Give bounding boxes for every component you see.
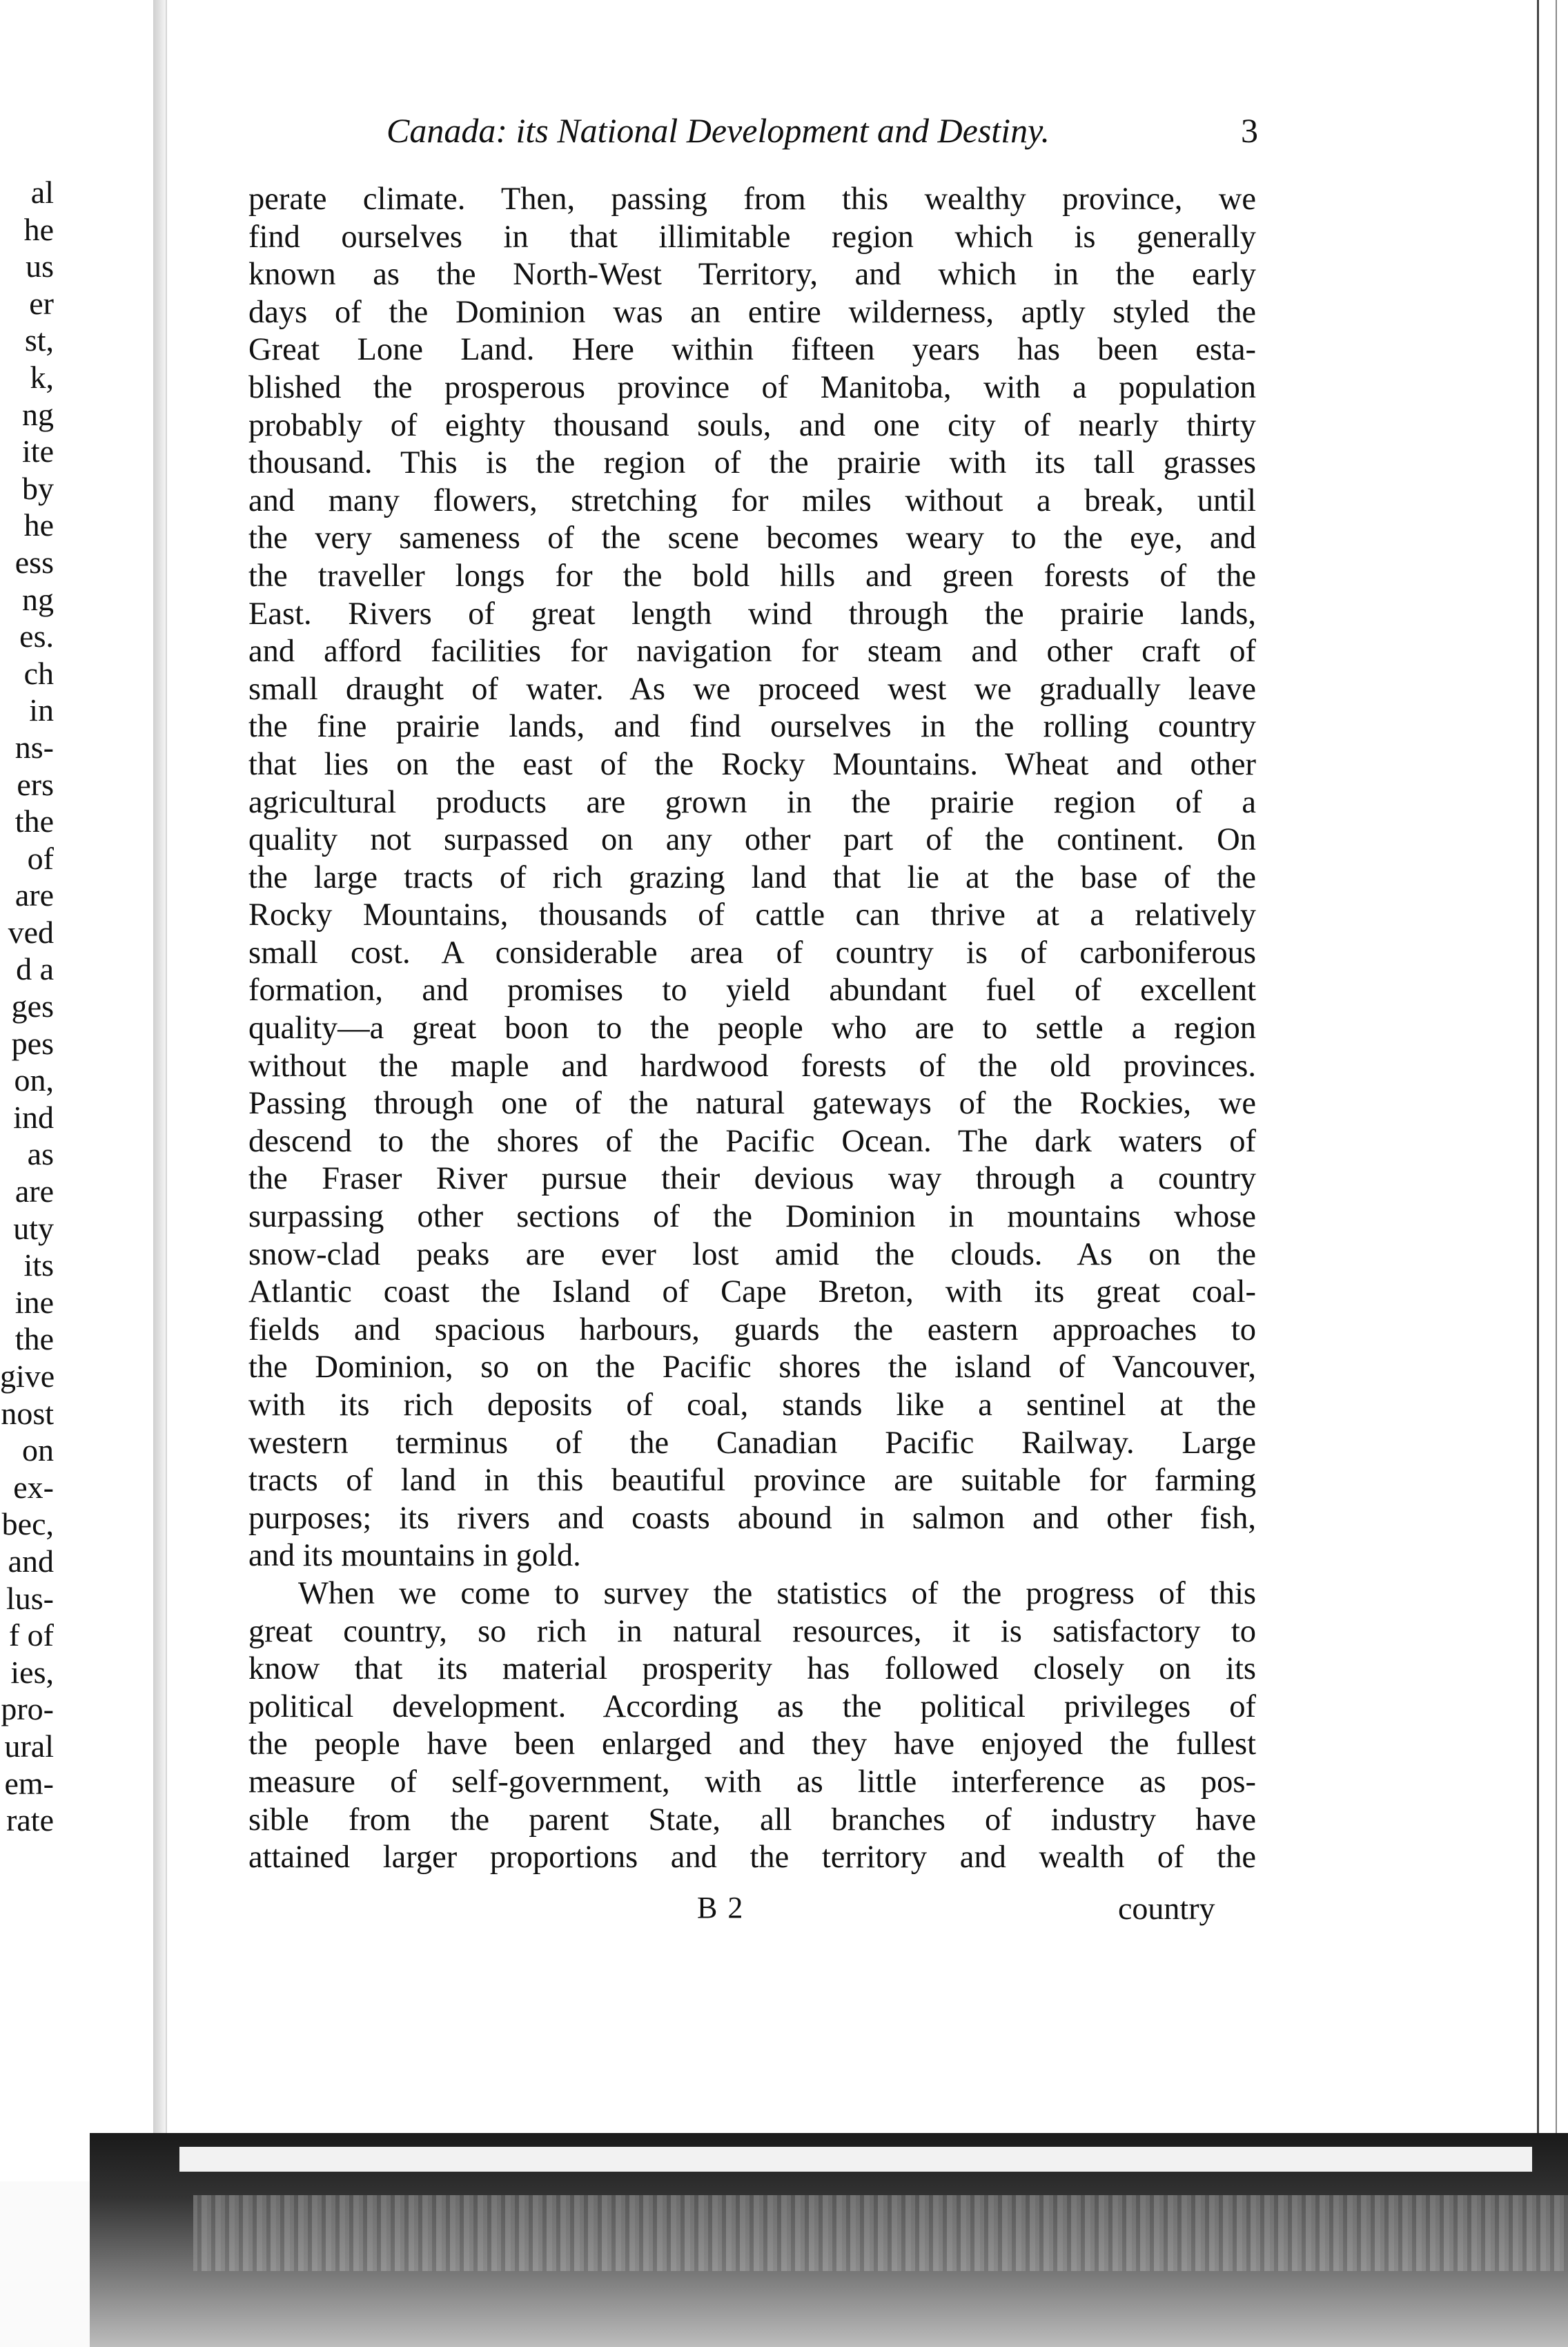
fragment-line: uty (13, 1210, 54, 1246)
page-gutter-shadow (153, 0, 166, 2181)
text-line: and afford facilities for navigation for steam and other craft of (248, 634, 1256, 670)
fragment-line: are (14, 877, 54, 913)
text-line: Atlantic coast the Island of Cape Breton, with its great coal- (248, 1274, 1256, 1310)
facing-page-text-fragments (0, 174, 54, 1839)
text-line: Rocky Mountains, thousands of cattle can thrive at a relatively (248, 897, 1256, 933)
page-corner (0, 2181, 97, 2347)
text-line: the people have been enlarged and they have enjoyed the fullest (248, 1726, 1256, 1762)
fragment-line: the (14, 1321, 54, 1357)
fragment-line: ers (17, 766, 54, 802)
text-line: blished the prosperous province of Manitoba, with a population (248, 369, 1256, 405)
body-text (248, 181, 1256, 1877)
text-line: political development. According as the political privileges of (248, 1688, 1256, 1724)
text-line: small cost. A considerable area of country is of carboniferous (248, 935, 1256, 971)
text-line: that lies on the east of the Rocky Mountains. Wheat and other (248, 746, 1256, 782)
fragment-line: on (22, 1432, 54, 1468)
fragment-line: al (30, 175, 54, 210)
fragment-line: k, (30, 359, 54, 395)
fragment-line: are (14, 1174, 54, 1209)
text-line: the large tracts of rich grazing land that lie at the base of the (248, 859, 1256, 895)
fragment-line: on, (14, 1062, 54, 1098)
text-line: and many flowers, stretching for miles without a break, until (248, 483, 1256, 518)
text-line: Great Lone Land. Here within fifteen years has been esta- (248, 332, 1256, 368)
text-line: attained larger proportions and the territory and wealth of the (248, 1840, 1256, 1876)
fragment-line: its (23, 1247, 54, 1283)
fragment-line: ns- (14, 729, 54, 765)
catchword: country (1118, 1891, 1215, 1926)
fragment-line: bec, (1, 1506, 54, 1542)
fragment-line: d a (16, 951, 54, 987)
fragment-line: em- (4, 1765, 54, 1801)
fragment-line: ex- (13, 1469, 54, 1505)
text-line: perate climate. Then, passing from this wealthy province, we (248, 182, 1256, 217)
page-edge-line (1556, 0, 1562, 2140)
fragment-line: and (8, 1543, 54, 1579)
text-line: quality not surpassed on any other part of the continent. On (248, 822, 1256, 858)
page-edge-right (1537, 0, 1568, 2140)
fragment-line: us (26, 249, 54, 284)
page-number: 3 (1241, 111, 1258, 150)
page-bottom-edge (179, 2147, 1532, 2172)
fragment-line: ind (13, 1099, 54, 1135)
text-line: days of the Dominion was an entire wilderness, aptly styled the (248, 294, 1256, 330)
fragment-line: in (29, 692, 54, 728)
text-line: agricultural products are grown in the prairie region of a (248, 784, 1256, 820)
fragment-line: ess (14, 544, 54, 580)
fragment-line: ine (14, 1284, 54, 1320)
text-line: surpassing other sections of the Dominion in mountains whose (248, 1199, 1256, 1235)
fragment-line: ng (22, 581, 54, 617)
fragment-line: rate (6, 1802, 54, 1838)
running-head: Canada: its National Development and Destiny. (386, 111, 1050, 150)
fragment-line: of (27, 840, 54, 876)
text-line: Passing through one of the natural gateways of the Rockies, we (248, 1086, 1256, 1122)
text-line: sible from the parent State, all branches of industry have (248, 1802, 1256, 1838)
text-line: great country, so rich in natural resources, it is satisfactory to (248, 1613, 1256, 1649)
text-line: probably of eighty thousand souls, and one city of nearly thirty (248, 407, 1256, 443)
text-line: snow-clad peaks are ever lost amid the clouds. As on the (248, 1236, 1256, 1272)
text-line: tracts of land in this beautiful province are suitable for farming (248, 1463, 1256, 1499)
fragment-line: he (23, 211, 54, 247)
text-line: the Dominion, so on the Pacific shores the island of Vancouver, (248, 1350, 1256, 1385)
fragment-line: he (23, 507, 54, 543)
fragment-line: es. (19, 619, 54, 654)
text-line: the fine prairie lands, and find ourselves in the rolling country (248, 709, 1256, 745)
fragment-line: by (22, 470, 54, 506)
fragment-line: st, (24, 322, 54, 358)
fragment-line: pes (11, 1025, 54, 1061)
fragment-line: ved (8, 914, 54, 950)
text-line: purposes; its rivers and coasts abound in salmon and other fish, (248, 1500, 1256, 1536)
fragment-line: the (14, 804, 54, 839)
signature-mark: B 2 (697, 1891, 745, 1925)
fragment-line: er (29, 285, 54, 321)
text-line: the very sameness of the scene becomes weary to the eye, and (248, 520, 1256, 556)
text-line: the traveller longs for the bold hills and green forests of the (248, 558, 1256, 594)
scanner-bottom-texture (193, 2195, 1568, 2271)
text-line: without the maple and hardwood forests of the old provinces. (248, 1048, 1256, 1084)
fragment-line: pro- (1, 1691, 54, 1727)
text-line: with its rich deposits of coal, stands like a sentinel at the (248, 1387, 1256, 1423)
fragment-line: f of (8, 1617, 54, 1653)
fragment-line: as (27, 1136, 54, 1172)
fragment-line: ges (11, 989, 54, 1024)
text-line: quality—a great boon to the people who are to settle a region (248, 1011, 1256, 1046)
text-line: fields and spacious harbours, guards the eastern approaches to (248, 1312, 1256, 1347)
fragment-line: ies, (10, 1654, 54, 1690)
fragment-line: lus- (6, 1580, 54, 1616)
fragment-line: ch (23, 655, 54, 691)
text-line: the Fraser River pursue their devious way through a country (248, 1161, 1256, 1197)
fragment-line: give (0, 1358, 55, 1394)
text-line: East. Rivers of great length wind through the prairie lands, (248, 596, 1256, 632)
text-line: small draught of water. As we proceed west we gradually leave (248, 671, 1256, 707)
text-line: thousand. This is the region of the prairie with its tall grasses (248, 445, 1256, 481)
text-line: western terminus of the Canadian Pacific Railway. Large (248, 1425, 1256, 1461)
fragment-line: nost (1, 1395, 54, 1431)
text-line: formation, and promises to yield abundant fuel of excellent (248, 973, 1256, 1009)
text-line: When we come to survey the statistics of the progress of this (298, 1575, 1256, 1611)
text-line: known as the North-West Territory, and which in the early (248, 257, 1256, 293)
text-line: and its mountains in gold. (248, 1538, 581, 1574)
text-line: descend to the shores of the Pacific Ocean. The dark waters of (248, 1123, 1256, 1159)
text-line: know that its material prosperity has followed closely on its (248, 1651, 1256, 1687)
text-line: measure of self-government, with as little interference as pos- (248, 1764, 1256, 1800)
fragment-line: ite (22, 434, 54, 469)
text-line: find ourselves in that illimitable region which is generally (248, 219, 1256, 255)
fragment-line: ural (4, 1728, 54, 1764)
fragment-line: ng (22, 396, 54, 432)
